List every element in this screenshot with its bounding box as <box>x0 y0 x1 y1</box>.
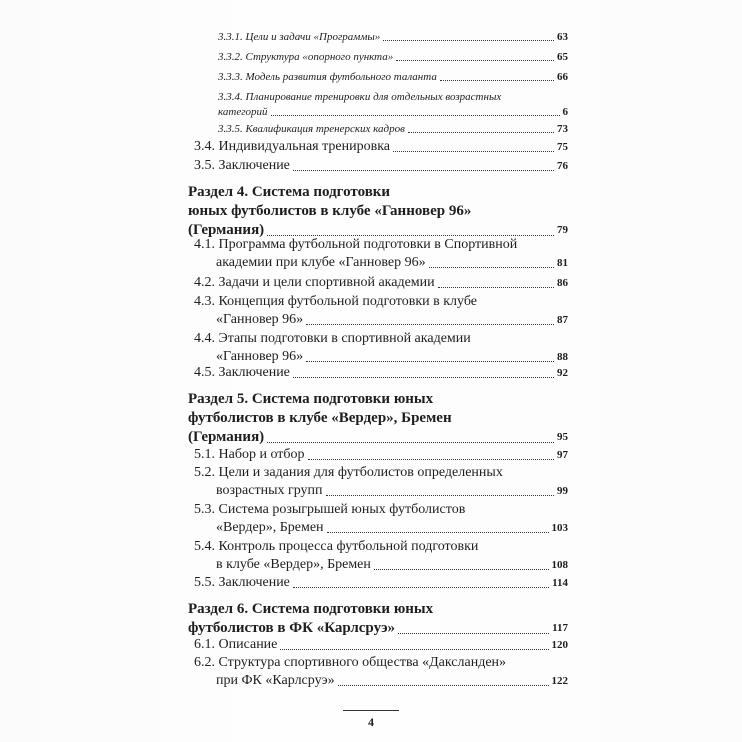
dot-leader <box>293 170 554 171</box>
dot-leader <box>326 495 554 496</box>
dot-leader <box>408 132 554 133</box>
toc-page-number: 86 <box>557 277 568 289</box>
toc-entry[interactable] <box>188 70 568 85</box>
toc-entry-title: 5.2. Цели и задания для футболистов определенных <box>194 465 503 480</box>
toc-entry[interactable] <box>188 293 568 329</box>
toc-entry-title: (Германия) <box>188 429 265 445</box>
toc-entry[interactable] <box>188 122 568 137</box>
dot-leader <box>293 377 554 378</box>
dot-leader <box>267 442 554 443</box>
toc-page-number: 63 <box>557 31 568 43</box>
toc-page-number: 108 <box>551 559 568 571</box>
toc-page-number: 117 <box>552 622 568 634</box>
toc-page-number: 76 <box>557 160 568 172</box>
toc-entry[interactable] <box>188 538 568 574</box>
toc-entry-title: юных футболистов в клубе «Ганновер 96» <box>188 203 472 219</box>
page-number-rule <box>343 710 399 711</box>
toc-entry-title: 4.2. Задачи и цели спортивной академии <box>194 275 435 290</box>
toc-entry-title: «Вердер», Бремен <box>216 520 324 535</box>
toc-entry-title: «Ганновер 96» <box>216 349 304 364</box>
toc-entry[interactable] <box>188 364 568 382</box>
toc-page-number: 65 <box>557 51 568 63</box>
toc-entry[interactable] <box>188 574 568 592</box>
toc-entry-title: 3.5. Заключение <box>194 158 290 173</box>
toc-entry-title: возрастных групп <box>216 483 323 498</box>
dot-leader <box>280 649 548 650</box>
toc-entry[interactable] <box>188 501 568 537</box>
toc-entry-title: 3.3.3. Модель развития футбольного таланта <box>218 71 437 83</box>
toc-entry[interactable] <box>188 464 568 500</box>
toc-page-number: 99 <box>557 485 568 497</box>
toc-entry[interactable] <box>188 50 568 65</box>
toc-entry-title: 4.4. Этапы подготовки в спортивной академии <box>194 331 471 346</box>
dot-leader <box>327 532 549 533</box>
toc-entry[interactable] <box>188 600 568 638</box>
toc-entry[interactable] <box>188 30 568 45</box>
toc-page-number: 73 <box>557 123 568 135</box>
toc-entry-title: 5.4. Контроль процесса футбольной подготовки <box>194 539 479 554</box>
toc-entry[interactable] <box>188 90 568 120</box>
toc-entry[interactable] <box>188 654 568 690</box>
toc-entry-title: «Ганновер 96» <box>216 312 304 327</box>
dot-leader <box>438 287 554 288</box>
toc-entry[interactable] <box>188 183 568 240</box>
dot-leader <box>338 685 549 686</box>
toc-entry[interactable] <box>188 330 568 366</box>
toc-page-number: 103 <box>551 522 568 534</box>
toc-entry[interactable] <box>188 446 568 464</box>
toc-entry-title: (Германия) <box>188 222 265 238</box>
toc-page-number: 6 <box>562 106 568 118</box>
toc-entry-title: Раздел 5. Система подготовки юных <box>188 391 434 407</box>
toc-entry[interactable] <box>188 138 568 156</box>
toc-page-number: 87 <box>557 314 568 326</box>
toc-entry-title: 4.5. Заключение <box>194 365 290 380</box>
toc-entry-title: 4.3. Концепция футбольной подготовки в клубе <box>194 294 478 309</box>
toc-entry-title: 5.1. Набор и отбор <box>194 447 305 462</box>
toc-entry-title: 5.5. Заключение <box>194 575 290 590</box>
toc-entry-title: 3.4. Индивидуальная тренировка <box>194 139 391 154</box>
toc-page-number: 66 <box>557 71 568 83</box>
dot-leader <box>396 60 554 61</box>
toc-entry[interactable] <box>188 390 568 447</box>
dot-leader <box>383 40 554 41</box>
toc-page-number: 92 <box>557 367 568 379</box>
toc-entry-title: 4.1. Программа футбольной подготовки в Спортивной <box>194 237 518 252</box>
dot-leader <box>293 587 549 588</box>
toc-entry-title: Раздел 6. Система подготовки юных <box>188 601 434 617</box>
dot-leader <box>440 80 554 81</box>
toc-page-number: 81 <box>557 257 568 269</box>
toc-entry-title: категорий <box>218 106 268 118</box>
toc-entry-title: академии при клубе «Ганновер 96» <box>216 255 426 270</box>
toc-entry-title: при ФК «Карлсруэ» <box>216 673 335 688</box>
dot-leader <box>308 459 555 460</box>
toc-entry[interactable] <box>188 236 568 272</box>
toc-entry-title: 6.2. Структура спортивного общества «Даксланден» <box>194 655 507 670</box>
dot-leader <box>398 633 549 634</box>
page-number: 4 <box>368 715 374 729</box>
toc-entry-title: Раздел 4. Система подготовки <box>188 184 391 200</box>
toc-entry-title: 3.3.5. Квалификация тренерских кадров <box>218 123 405 135</box>
toc-page-number: 114 <box>552 577 568 589</box>
toc-entry-title: 3.3.2. Структура «опорного пункта» <box>218 51 394 63</box>
dot-leader <box>374 569 549 570</box>
toc-entry[interactable] <box>188 636 568 654</box>
toc-entry-title: 3.3.1. Цели и задачи «Программы» <box>218 31 381 43</box>
toc-entry-title: 3.3.4. Планирование тренировки для отдельных возрастных <box>218 91 502 103</box>
dot-leader <box>271 115 560 116</box>
toc-page-number: 120 <box>551 639 568 651</box>
toc-entry[interactable] <box>188 157 568 175</box>
toc-page-number: 122 <box>551 675 568 687</box>
toc-page-number: 75 <box>557 141 568 153</box>
toc-entry-title: в клубе «Вердер», Бремен <box>216 557 371 572</box>
toc-entry[interactable] <box>188 274 568 292</box>
toc-page-number: 79 <box>557 224 568 236</box>
toc-entry-title: 6.1. Описание <box>194 637 278 652</box>
dot-leader <box>306 361 554 362</box>
dot-leader <box>393 151 554 152</box>
dot-leader <box>429 267 554 268</box>
toc-entry-title: футболистов в клубе «Вердер», Бремен <box>188 410 452 426</box>
toc-page-number: 95 <box>557 431 568 443</box>
toc-entry-title: 5.3. Система розыгрышей юных футболистов <box>194 502 466 517</box>
toc-page-number: 88 <box>557 351 568 363</box>
toc-page-number: 97 <box>557 449 568 461</box>
toc-entry-title: футболистов в ФК «Карлсруэ» <box>188 620 396 636</box>
dot-leader <box>306 324 554 325</box>
